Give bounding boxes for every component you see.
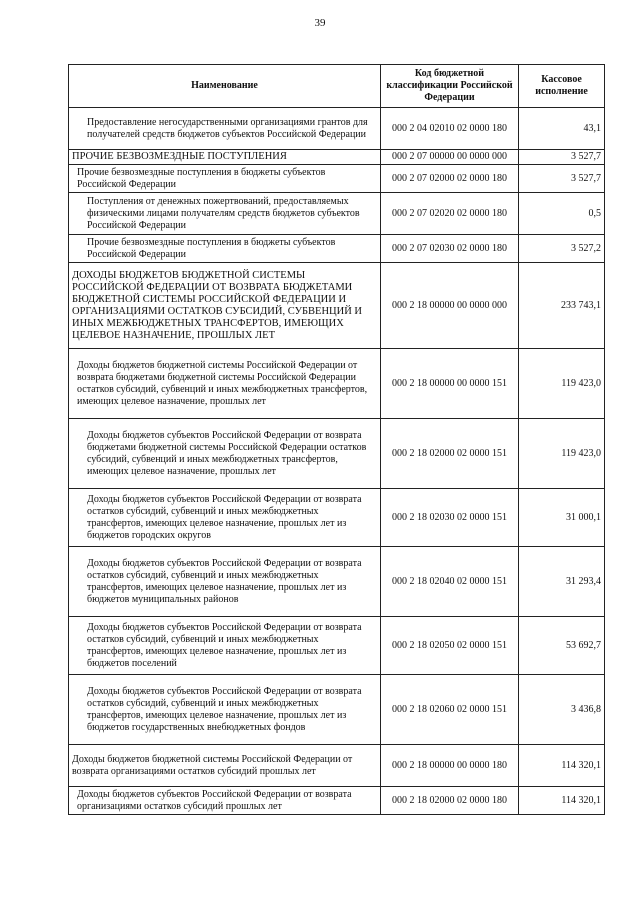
table-row [69, 489, 605, 547]
row-code: 000 2 18 00000 00 0000 000 [381, 263, 519, 349]
table-row [69, 419, 605, 489]
row-name: Прочие безвозмездные поступления в бюджеты субъектов Российской Федерации [69, 235, 381, 263]
table-row [69, 617, 605, 675]
row-code: 000 2 18 02000 02 0000 151 [381, 419, 519, 489]
row-code: 000 2 18 00000 00 0000 180 [381, 745, 519, 787]
row-name: Доходы бюджетов субъектов Российской Федерации от возврата остатков субсидий, субвенций и иных межбюджетных трансфертов, имеющих целевое назначение, прошлых лет из бюджетов государственных внебюджетных фондов [69, 675, 381, 745]
row-code: 000 2 07 00000 00 0000 000 [381, 150, 519, 165]
row-name: ДОХОДЫ БЮДЖЕТОВ БЮДЖЕТНОЙ СИСТЕМЫ РОССИЙСКОЙ ФЕДЕРАЦИИ ОТ ВОЗВРАТА БЮДЖЕТАМИ БЮДЖЕТНОЙ СИСТЕМЫ РОССИЙСКОЙ ФЕДЕРАЦИИ И ОРГАНИЗАЦИЯМИ ОСТАТКОВ СУБСИДИЙ, СУБВЕНЦИЙ И ИНЫХ МЕЖБЮДЖЕТНЫХ ТРАНСФЕРТОВ, ИМЕЮЩИХ ЦЕЛЕВОЕ НАЗНАЧЕНИЕ, ПРОШЛЫХ ЛЕТ [69, 263, 381, 349]
table-row [69, 193, 605, 235]
row-code: 000 2 18 02060 02 0000 151 [381, 675, 519, 745]
row-name: Доходы бюджетов субъектов Российской Федерации от возврата остатков субсидий, субвенций и иных межбюджетных трансфертов, имеющих целевое назначение, прошлых лет из бюджетов поселений [69, 617, 381, 675]
row-amount: 119 423,0 [519, 419, 605, 489]
row-amount: 31 000,1 [519, 489, 605, 547]
table-row [69, 263, 605, 349]
row-name: Предоставление негосударственными организациями грантов для получателей средств бюджетов субъектов Российской Федерации [69, 108, 381, 150]
row-amount: 3 436,8 [519, 675, 605, 745]
row-code: 000 2 07 02000 02 0000 180 [381, 165, 519, 193]
row-name: Прочие безвозмездные поступления в бюджеты субъектов Российской Федерации [69, 165, 381, 193]
row-name: Доходы бюджетов субъектов Российской Федерации от возврата остатков субсидий, субвенций и иных межбюджетных трансфертов, имеющих целевое назначение, прошлых лет из бюджетов городских округов [69, 489, 381, 547]
row-name: Доходы бюджетов субъектов Российской Федерации от возврата бюджетами бюджетной системы Российской Федерации остатков субсидий, субвенций и иных межбюджетных трансфертов, имеющих целевое назначение, прошлых лет [69, 419, 381, 489]
row-amount: 0,5 [519, 193, 605, 235]
row-amount: 3 527,7 [519, 150, 605, 165]
row-amount: 233 743,1 [519, 263, 605, 349]
row-amount: 43,1 [519, 108, 605, 150]
table-row [69, 235, 605, 263]
row-name: Доходы бюджетов субъектов Российской Федерации от возврата организациями остатков субсидий прошлых лет [69, 787, 381, 815]
header-code: Код бюджетной классификации Российской Федерации [381, 65, 519, 108]
header-name: Наименование [69, 65, 381, 108]
row-name: Поступления от денежных пожертвований, предоставляемых физическими лицами получателям средств бюджетов субъектов Российской Федерации [69, 193, 381, 235]
row-amount: 114 320,1 [519, 787, 605, 815]
row-code: 000 2 18 02040 02 0000 151 [381, 547, 519, 617]
table-header-row [69, 65, 605, 108]
row-code: 000 2 18 02030 02 0000 151 [381, 489, 519, 547]
row-name: Доходы бюджетов бюджетной системы Российской Федерации от возврата бюджетами бюджетной системы Российской Федерации остатков субсидий, субвенций и иных межбюджетных трансфертов, имеющих целевое назначение, прошлых лет [69, 349, 381, 419]
row-name: ПРОЧИЕ БЕЗВОЗМЕЗДНЫЕ ПОСТУПЛЕНИЯ [69, 150, 381, 165]
table-row [69, 675, 605, 745]
row-code: 000 2 07 02030 02 0000 180 [381, 235, 519, 263]
table-body [69, 108, 605, 815]
row-name: Доходы бюджетов бюджетной системы Российской Федерации от возврата организациями остатков субсидий прошлых лет [69, 745, 381, 787]
table-row [69, 787, 605, 815]
table-row [69, 165, 605, 193]
row-amount: 3 527,7 [519, 165, 605, 193]
table-row [69, 547, 605, 617]
row-name: Доходы бюджетов субъектов Российской Федерации от возврата остатков субсидий, субвенций и иных межбюджетных трансфертов, имеющих целевое назначение, прошлых лет из бюджетов муниципальных районов [69, 547, 381, 617]
budget-revenue-table [68, 64, 605, 815]
table-row [69, 745, 605, 787]
row-amount: 114 320,1 [519, 745, 605, 787]
row-code: 000 2 18 00000 00 0000 151 [381, 349, 519, 419]
row-code: 000 2 04 02010 02 0000 180 [381, 108, 519, 150]
row-code: 000 2 18 02050 02 0000 151 [381, 617, 519, 675]
table-row [69, 150, 605, 165]
row-amount: 119 423,0 [519, 349, 605, 419]
table-row [69, 108, 605, 150]
row-amount: 31 293,4 [519, 547, 605, 617]
row-amount: 3 527,2 [519, 235, 605, 263]
row-code: 000 2 18 02000 02 0000 180 [381, 787, 519, 815]
table-row [69, 349, 605, 419]
page-number: 39 [314, 17, 326, 29]
header-amount: Кассовое исполнение [519, 65, 605, 108]
row-code: 000 2 07 02020 02 0000 180 [381, 193, 519, 235]
row-amount: 53 692,7 [519, 617, 605, 675]
